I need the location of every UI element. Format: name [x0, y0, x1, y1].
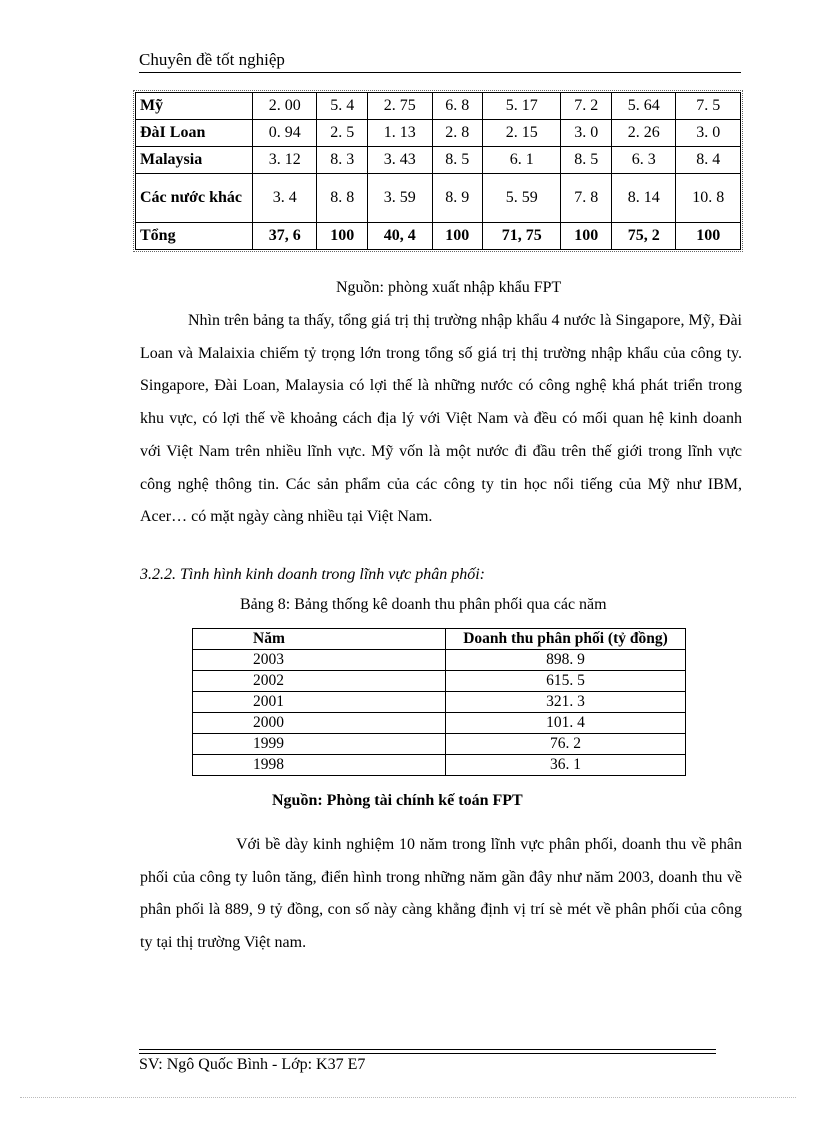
row-label: ĐàI Loan: [136, 120, 253, 147]
row-label: Các nước khác: [136, 174, 253, 223]
row-label: Malaysia: [136, 147, 253, 174]
table-cell: 8. 5: [561, 147, 612, 174]
table-cell: 6. 1: [483, 147, 561, 174]
table-cell: 5. 4: [317, 93, 368, 120]
table-row: [136, 93, 741, 120]
table-cell: 10. 8: [676, 174, 741, 223]
table-cell: 100: [432, 223, 483, 250]
table-cell: 71, 75: [483, 223, 561, 250]
table-cell: 2. 8: [432, 120, 483, 147]
page-header: Chuyên đề tốt nghiệp: [139, 50, 741, 73]
table-cell: 5. 64: [611, 93, 675, 120]
table-cell: 75, 2: [611, 223, 675, 250]
table-cell: 3. 59: [368, 174, 432, 223]
table2-header-year: Năm: [193, 629, 446, 650]
table-row: [193, 734, 686, 755]
table-cell: 37, 6: [253, 223, 317, 250]
table-cell: 3. 0: [676, 120, 741, 147]
table-cell: 7. 2: [561, 93, 612, 120]
page-footer: SV: Ngô Quốc Bình - Lớp: K37 E7: [139, 1056, 366, 1073]
table-cell: 6. 3: [611, 147, 675, 174]
table-cell: 3. 12: [253, 147, 317, 174]
table-cell: 2. 26: [611, 120, 675, 147]
table-cell: 3. 4: [253, 174, 317, 223]
table-cell: 6. 8: [432, 93, 483, 120]
table-cell: 7. 8: [561, 174, 612, 223]
table-cell: 5. 59: [483, 174, 561, 223]
table-cell: 2. 75: [368, 93, 432, 120]
table-cell: 8. 8: [317, 174, 368, 223]
table-row: [136, 174, 741, 223]
table-cell: 100: [676, 223, 741, 250]
import-market-table-body: [136, 93, 741, 250]
table-cell: 7. 5: [676, 93, 741, 120]
row-label: Mỹ: [136, 93, 253, 120]
year-cell: 1999: [193, 734, 446, 755]
revenue-cell: 615. 5: [446, 671, 686, 692]
table-row: [136, 223, 741, 250]
year-cell: 2001: [193, 692, 446, 713]
revenue-cell: 101. 4: [446, 713, 686, 734]
section-heading: 3.2.2. Tình hình kinh doanh trong lĩnh vực phân phối:: [140, 566, 486, 583]
table-row: [193, 671, 686, 692]
table-cell: 3. 0: [561, 120, 612, 147]
row-label: Tổng: [136, 223, 253, 250]
year-cell: 2002: [193, 671, 446, 692]
import-market-table: [135, 92, 741, 250]
table-row: [136, 120, 741, 147]
revenue-cell: 898. 9: [446, 650, 686, 671]
year-cell: 2003: [193, 650, 446, 671]
table-cell: 8. 9: [432, 174, 483, 223]
paragraph-1: Nhìn trên bảng ta thấy, tổng giá trị thị trường nhập khẩu 4 nước là Singapore, Mỹ, Đài Loan và Malaixia chiếm tỷ trọng lớn trong tổng số giá trị thị trường nhập khẩu của công ty. Singapore, Đài Loan, Malaysia có lợi thế là những nước có công nghệ khá phát triển trong khu vực, có lợi thế về khoảng cách địa lý với Việt Nam và đều có mối quan hệ kinh doanh với Việt Nam trên nhiều lĩnh vực. Mỹ vốn là một nước đi đầu trên thế giới trong lĩnh vực công nghệ thông tin. Các sản phẩm của các công ty tin học nổi tiếng của Mỹ như IBM, Acer… có mặt ngày càng nhiều tại Việt Nam.: [140, 312, 742, 526]
paragraph-2: Với bề dày kinh nghiệm 10 năm trong lĩnh vực phân phối, doanh thu về phân phối của công ty luôn tăng, điển hình trong những năm gần đây như năm 2003, doanh thu về phân phối là 889, 9 tỷ đồng, con số này càng khẳng định vị trí sè mét về phân phối của công ty tại thị trường Việt nam.: [140, 836, 742, 952]
table-cell: 2. 5: [317, 120, 368, 147]
table1-source: Nguồn: phòng xuất nhập khẩu FPT: [336, 279, 562, 296]
table-cell: 0. 94: [253, 120, 317, 147]
footer-divider: [139, 1049, 716, 1054]
table2-header-revenue: Doanh thu phân phối (tỷ đồng): [446, 629, 686, 650]
table-cell: 100: [317, 223, 368, 250]
table-cell: 8. 3: [317, 147, 368, 174]
table2-caption: Bảng 8: Bảng thống kê doanh thu phân phối qua các năm: [240, 596, 607, 613]
table-cell: 5. 17: [483, 93, 561, 120]
table-cell: 40, 4: [368, 223, 432, 250]
table-cell: 3. 43: [368, 147, 432, 174]
year-cell: 1998: [193, 755, 446, 776]
table-cell: 100: [561, 223, 612, 250]
distribution-revenue-table-body: [193, 650, 686, 776]
table-row: [193, 650, 686, 671]
table-cell: 8. 4: [676, 147, 741, 174]
table2-header-row: [193, 629, 686, 650]
table-row: [193, 755, 686, 776]
year-cell: 2000: [193, 713, 446, 734]
table-cell: 1. 13: [368, 120, 432, 147]
table-row: [193, 713, 686, 734]
revenue-cell: 36. 1: [446, 755, 686, 776]
table-cell: 2. 15: [483, 120, 561, 147]
revenue-cell: 76. 2: [446, 734, 686, 755]
table-cell: 8. 14: [611, 174, 675, 223]
table-cell: 2. 00: [253, 93, 317, 120]
table-row: [193, 692, 686, 713]
table2-source: Nguồn: Phòng tài chính kế toán FPT: [272, 792, 523, 809]
table-row: [136, 147, 741, 174]
distribution-revenue-table: [192, 628, 686, 776]
page-edge: [20, 1097, 796, 1098]
table-cell: 8. 5: [432, 147, 483, 174]
revenue-cell: 321. 3: [446, 692, 686, 713]
